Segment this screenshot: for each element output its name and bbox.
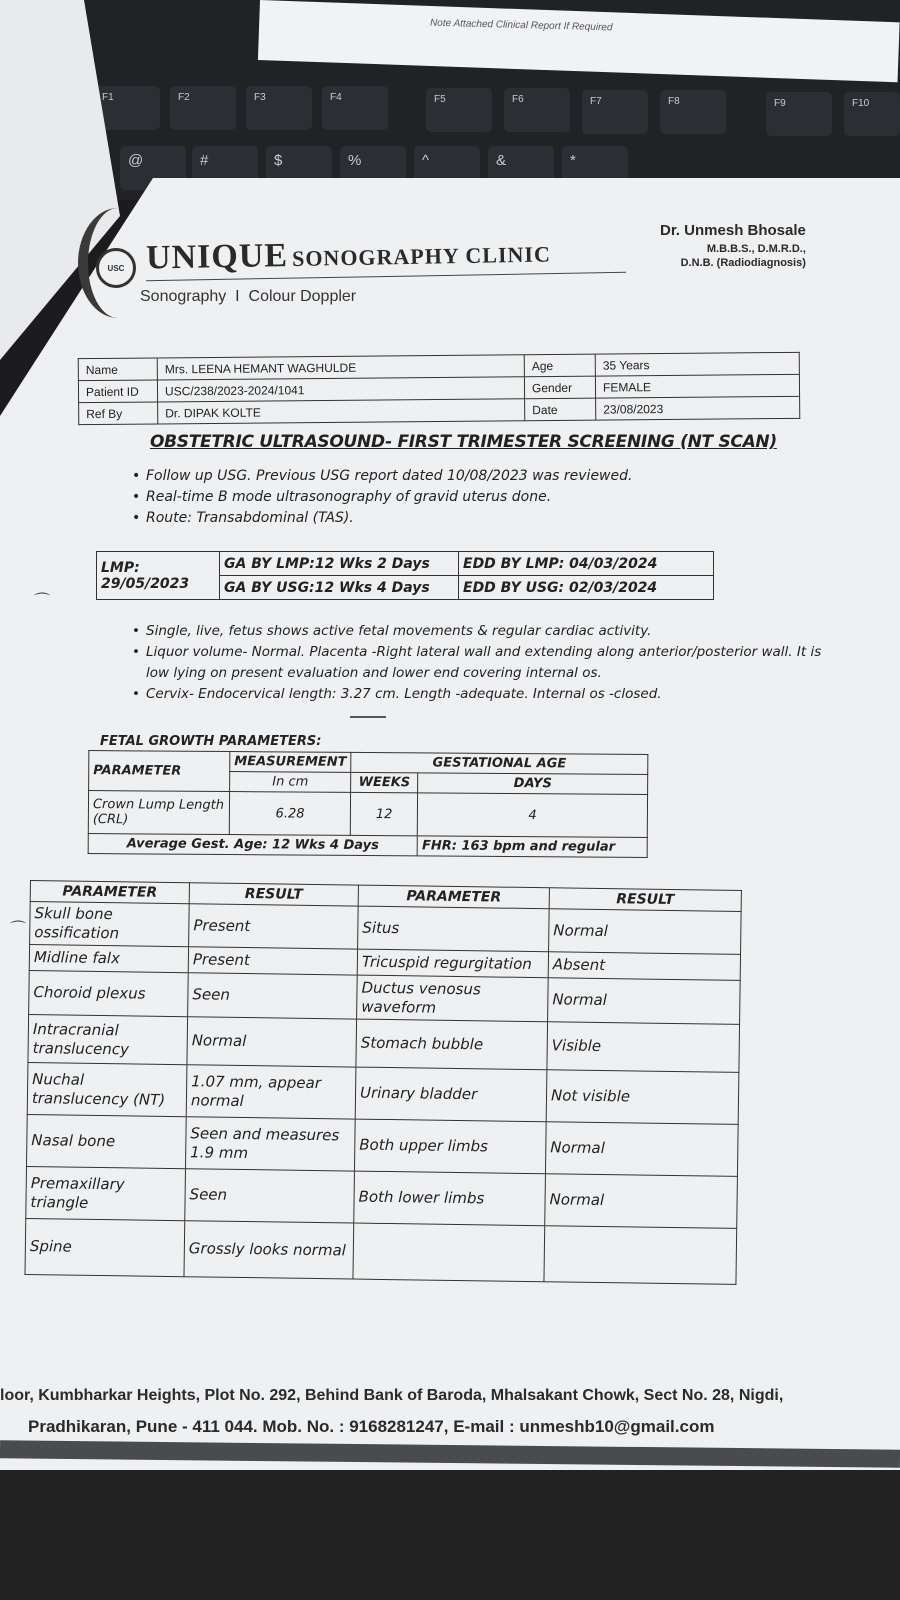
param-cell: Stomach bubble (356, 1019, 548, 1070)
param-cell: Nuchal translucency (NT) (27, 1062, 187, 1116)
binder-hole-mark: ⌒ (10, 921, 27, 938)
doctor-qualification-1: M.B.B.S., D.M.R.D., (706, 243, 806, 255)
report-title: OBSTETRIC ULTRASOUND- FIRST TRIMESTER SCREENING (NT SCAN) (150, 432, 777, 452)
finding-bullet: • Single, live, fetus shows active fetal movements & regular cardiac activity. (132, 621, 832, 642)
key-f10: F10 (844, 92, 900, 136)
result-cell: Absent (548, 952, 740, 981)
dates-table (96, 551, 714, 600)
fg-header-weeks: WEEKS (351, 772, 418, 792)
intro-bullet: • Real-time B mode ultrasonography of gravid uterus done. (132, 487, 632, 508)
patient-gender: FEMALE (595, 374, 799, 398)
name-label: Name (78, 358, 157, 381)
key-at: @ (120, 146, 186, 190)
anomaly-parameters-table (24, 880, 741, 1285)
key-ampersand: & (488, 146, 554, 190)
result-cell: Normal (187, 1017, 357, 1067)
param-cell: Intracranial translucency (28, 1014, 188, 1064)
header-parameter-1: PARAMETER (30, 881, 189, 904)
referring-doctor: Dr. DIPAK KOLTE (158, 399, 525, 424)
key-f5: F5 (426, 88, 492, 132)
result-cell: Seen (185, 1169, 355, 1223)
patient-name: Mrs. LEENA HEMANT WAGHULDE (157, 355, 524, 380)
key-hash: # (192, 146, 258, 190)
intro-bullets (132, 466, 632, 529)
patient-id: USC/238/2023-2024/1041 (157, 377, 524, 402)
fg-average-age: Average Gest. Age: 12 Wks 4 Days (88, 834, 417, 856)
param-cell: Nasal bone (26, 1114, 186, 1168)
edd-by-lmp: EDD BY LMP: 04/03/2024 (459, 552, 714, 576)
result-cell: Seen and measures 1.9 mm (185, 1117, 355, 1171)
clinic-name (146, 232, 551, 277)
doctor-info (660, 222, 806, 269)
param-cell: Midline falx (29, 945, 188, 973)
ref-by-label: Ref By (79, 402, 158, 425)
ga-by-usg: GA BY USG:12 Wks 4 Days (220, 576, 459, 600)
key-asterisk: * (562, 146, 628, 190)
binder-hole-mark: ⌒ (34, 593, 51, 610)
footer-address-line-2: Pradhikaran, Pune - 411 044. Mob. No. : 9168281247, E-mail : unmeshb10@gmail.com (28, 1417, 715, 1436)
fetal-growth-table (88, 750, 649, 858)
result-cell: Grossly looks normal (184, 1221, 354, 1279)
key-dollar: $ (266, 146, 332, 190)
fg-fhr: FHR: 163 bpm and regular (417, 836, 647, 858)
fg-header-parameter: PARAMETER (89, 751, 230, 792)
fg-crl-weeks: 12 (351, 792, 418, 835)
footer-address-line-1: loor, Kumbharkar Heights, Plot No. 292, Behind Bank of Baroda, Mhalsakant Chowk, Sect No. 28, Nigdi, (0, 1387, 784, 1404)
age-label: Age (524, 354, 595, 377)
fg-header-unit: In cm (230, 772, 351, 793)
result-cell: Present (188, 947, 357, 975)
param-cell: Tricuspid regurgitation (357, 949, 548, 978)
finding-bullet: • Liquor volume- Normal. Placenta -Right lateral wall and extending along anterior/posterior wall. It is low lying on present evaluation and lower end covering internal os. (132, 642, 832, 684)
param-cell: Skull bone ossification (30, 902, 190, 947)
gender-label: Gender (524, 376, 595, 399)
param-cell (353, 1223, 545, 1282)
patient-info-table (78, 352, 801, 425)
param-cell: Situs (358, 906, 550, 952)
fg-header-measurement: MEASUREMENT (230, 752, 351, 773)
clinic-logo: USC (96, 248, 136, 288)
key-f9: F9 (766, 92, 832, 136)
clinic-name-sonography: SONOGRAPHY CLINIC (291, 241, 552, 271)
clinic-tagline: Sonography I Colour Doppler (140, 288, 357, 305)
fetal-growth-label: FETAL GROWTH PARAMETERS: (100, 734, 322, 749)
param-cell: Premaxillary triangle (26, 1166, 186, 1220)
result-cell (544, 1226, 737, 1285)
patient-age: 35 Years (595, 352, 799, 376)
result-cell: Visible (547, 1022, 740, 1073)
key-f3: F3 (246, 86, 312, 130)
desk-background (0, 1470, 900, 1600)
key-f2: F2 (170, 86, 236, 130)
fg-crl-measurement: 6.28 (229, 792, 351, 836)
result-cell: Normal (545, 1174, 738, 1229)
fg-crl-days: 4 (418, 793, 648, 838)
key-percent: % (340, 146, 406, 190)
key-f1: F1 (94, 86, 160, 130)
intro-bullet: • Follow up USG. Previous USG report dated 10/08/2023 was reviewed. (132, 466, 632, 487)
findings-bullets (132, 621, 832, 705)
key-f4: F4 (322, 86, 388, 130)
lmp-date: LMP: 29/05/2023 (97, 552, 220, 600)
param-cell: Ductus venosus waveform (357, 975, 549, 1022)
result-cell: 1.07 mm, appear normal (186, 1065, 356, 1119)
patient-id-label: Patient ID (78, 380, 157, 403)
key-caret: ^ (414, 146, 480, 190)
param-cell: Urinary bladder (355, 1067, 547, 1122)
clinic-name-unique: UNIQUE (145, 237, 289, 277)
underlying-page-text: Note Attached Clinical Report If Required (429, 17, 613, 34)
result-cell: Seen (188, 973, 358, 1019)
key-f7: F7 (582, 90, 648, 134)
result-cell: Present (189, 904, 359, 949)
header-parameter-2: PARAMETER (358, 885, 549, 909)
result-cell: Not visible (546, 1070, 739, 1125)
key-f6: F6 (504, 88, 570, 132)
result-cell: Normal (548, 978, 741, 1025)
param-cell: Spine (25, 1218, 185, 1276)
finding-bullet: • Cervix- Endocervical length: 3.27 cm. Length -adequate. Internal os -closed. (132, 684, 832, 705)
header-result-1: RESULT (189, 883, 358, 906)
report-date: 23/08/2023 (596, 396, 800, 420)
handwritten-underline (350, 716, 386, 718)
fg-crl-label: Crown Lump Length (CRL) (88, 791, 229, 835)
table-row (25, 1218, 737, 1284)
date-label: Date (525, 398, 596, 421)
fg-header-days: DAYS (418, 773, 648, 795)
param-cell: Both lower limbs (354, 1171, 546, 1226)
doctor-qualification-2: D.N.B. (Radiodiagnosis) (680, 257, 806, 269)
param-cell: Choroid plexus (29, 970, 189, 1016)
ga-by-lmp: GA BY LMP:12 Wks 2 Days (220, 552, 459, 576)
intro-bullet: • Route: Transabdominal (TAS). (132, 508, 632, 529)
fg-header-gestational-age: GESTATIONAL AGE (351, 752, 648, 774)
result-cell: Normal (545, 1122, 738, 1177)
doctor-name: Dr. Unmesh Bhosale (660, 222, 806, 239)
key-f8: F8 (660, 90, 726, 134)
header-result-2: RESULT (549, 888, 741, 912)
result-cell: Normal (549, 909, 742, 955)
edd-by-usg: EDD BY USG: 02/03/2024 (459, 576, 714, 600)
param-cell: Both upper limbs (354, 1119, 546, 1174)
